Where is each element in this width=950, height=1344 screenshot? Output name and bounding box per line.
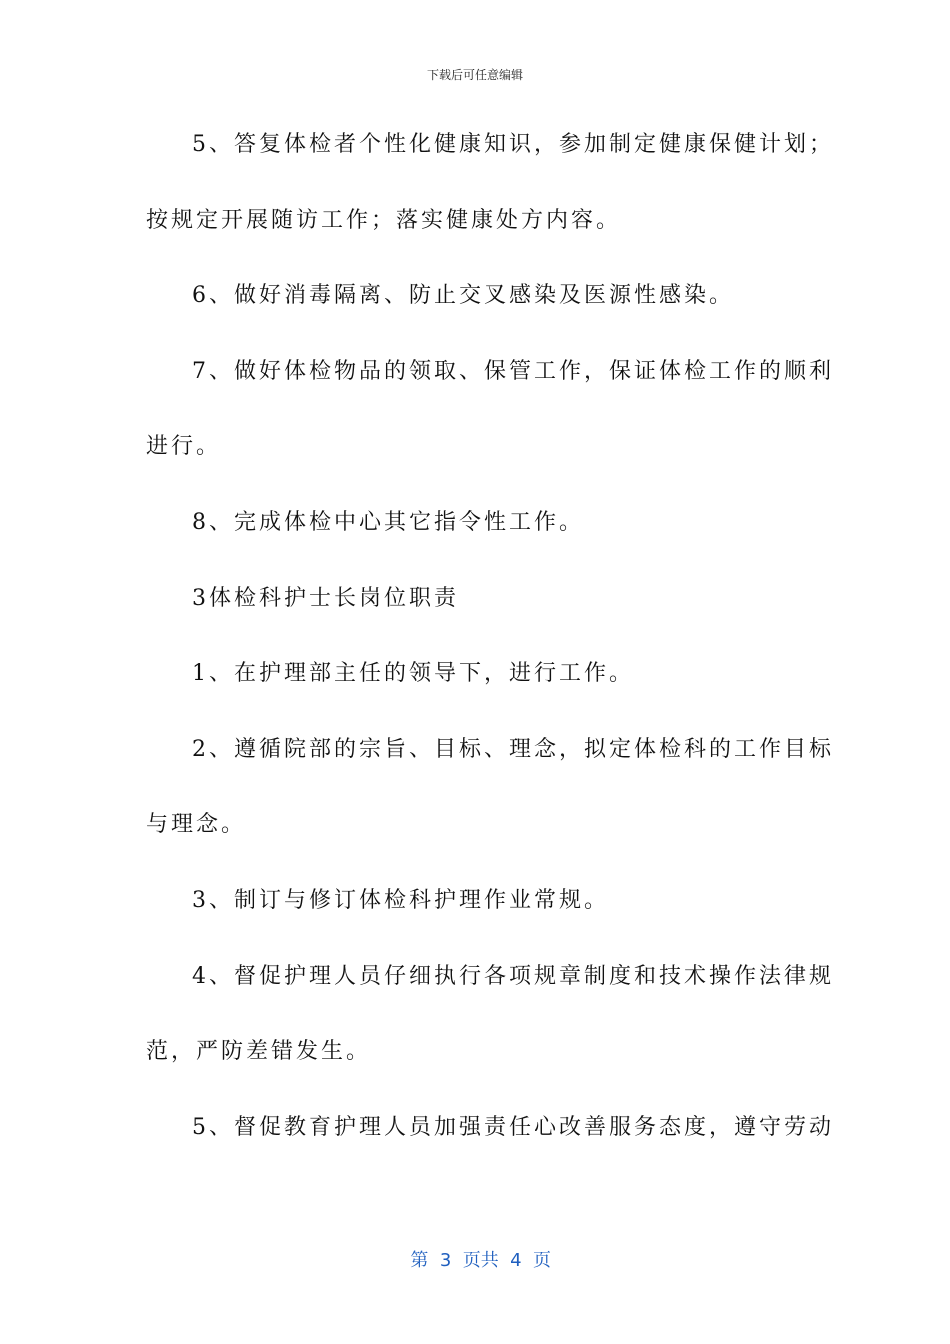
blank-line (146, 995, 816, 1033)
blank-line (146, 1071, 816, 1109)
document-body (146, 126, 834, 1147)
page-number-label: 第 3 页共 4 页 (410, 1250, 552, 1271)
blank-line (146, 844, 816, 882)
paragraph-line: 与理念。 (146, 812, 247, 838)
blank-line (146, 693, 816, 731)
page-footer (0, 1225, 950, 1272)
blank-line (146, 769, 816, 807)
blank-line (146, 164, 816, 202)
blank-line (146, 315, 816, 353)
blank-line (146, 391, 816, 429)
paragraph-line: 进行。 (146, 434, 222, 460)
header-note: 下载后可任意编辑 (426, 68, 523, 82)
paragraph-line: 1、在护理部主任的领导下，进行工作。 (192, 661, 634, 687)
paragraph-line: 8、完成体检中心其它指令性工作。 (192, 509, 584, 535)
paragraph-line: 5、答复体检者个性化健康知识，参加制定健康保健计划； (192, 132, 834, 157)
blank-line (146, 542, 816, 580)
paragraph-line: 7、做好体检物品的领取、保管工作，保证体检工作的顺利 (192, 358, 834, 384)
paragraph-line: 2、遵循院部的宗旨、目标、理念，拟定体检科的工作目标 (192, 736, 834, 762)
paragraph-line: 按规定开展随访工作；落实健康处方内容。 (146, 207, 622, 233)
paragraph-line: 范，严防差错发生。 (146, 1039, 372, 1065)
section-heading: 3体检科护士长岗位职责 (192, 585, 459, 611)
paragraph-line: 5、督促教育护理人员加强责任心改善服务态度，遵守劳动 (192, 1114, 834, 1140)
paragraph-line: 4、督促护理人员仔细执行各项规章制度和技术操作法律规 (192, 963, 834, 989)
paragraph-line: 6、做好消毒隔离、防止交叉感染及医源性感染。 (192, 283, 734, 309)
blank-line (146, 617, 816, 655)
blank-line (146, 920, 816, 958)
paragraph-line: 3、制订与修订体检科护理作业常规。 (192, 887, 609, 913)
blank-line (146, 239, 816, 277)
blank-line (146, 466, 816, 504)
